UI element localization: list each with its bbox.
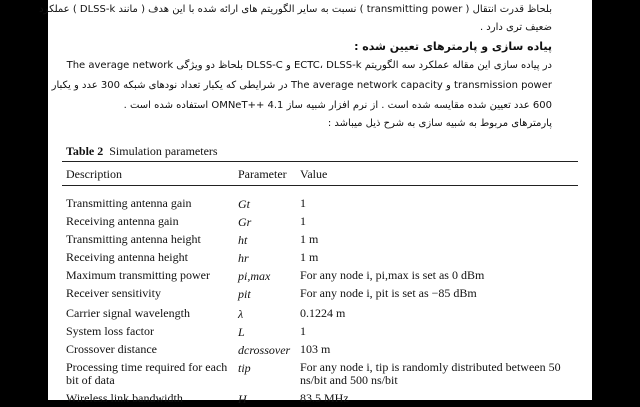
row-parameter: Gr [238, 215, 252, 229]
document-page [39, 0, 592, 406]
row-value: 1 [300, 214, 306, 228]
persian-line-2: ضعیف تری دارد . [479, 22, 552, 33]
row-value: 83.5 MHz [300, 391, 349, 405]
row-parameter: pi,max [238, 269, 271, 283]
row-description: Wireless link bandwidth [66, 391, 183, 405]
persian-line-6: پارمترهای مربوط به شبیه سازی به شرح ذیل میباشد : [327, 118, 552, 129]
table-caption-text: Simulation parameters [109, 144, 218, 158]
row-description: Receiver sensitivity [66, 286, 161, 300]
header-parameter: Parameter [238, 167, 287, 181]
row-parameter: dcrossover [238, 343, 291, 357]
row-parameter: pit [238, 287, 251, 301]
table-caption [66, 144, 218, 159]
row-parameter: H [238, 392, 247, 406]
row-parameter: hr [238, 251, 249, 265]
row-description: Carrier signal wavelength [66, 306, 190, 320]
row-description: Transmitting antenna height [66, 232, 201, 246]
table-header-rule [62, 185, 578, 186]
row-value: 1 [300, 324, 306, 338]
persian-line-3: در پیاده سازی این مقاله عملکرد سه الگوریتم ECTC، DLSS-k و DLSS-C بلحاظ دو ویژگی The average network [66, 60, 552, 71]
header-description: Description [66, 167, 122, 181]
row-value: 1 m [300, 232, 319, 246]
row-value: For any node i, tip is randomly distributed between 50 ns/bit and 500 ns/bit [300, 360, 561, 387]
section-heading: پیاده سازی و پارمترهای تعیین شده : [354, 40, 552, 53]
row-value: For any node i, pit is set as −85 dBm [300, 286, 477, 300]
persian-line-4: transmission power و The average network capacity در شرایطی که یکبار تعداد نودهای شبکه 300 عدد و یکبار [51, 80, 552, 91]
table-top-rule [62, 161, 578, 162]
row-value: 0.1224 m [300, 306, 346, 320]
row-description: Crossover distance [66, 342, 157, 356]
row-description: Maximum transmitting power [66, 268, 210, 282]
row-description: Receiving antenna gain [66, 214, 179, 228]
row-parameter: λ [238, 307, 244, 321]
persian-line-5: 600 عدد تعیین شده مقایسه شده است . از نرم افزار شبیه ساز OMNeT++ 4.1 استفاده شده است . [123, 100, 552, 111]
row-parameter: tip [238, 361, 251, 375]
row-value: 1 [300, 196, 306, 210]
row-description: Receiving antenna height [66, 250, 188, 264]
row-value: For any node i, pi,max is set as 0 dBm [300, 268, 485, 282]
row-description: System loss factor [66, 324, 154, 338]
row-parameter: L [238, 325, 245, 339]
header-value: Value [300, 167, 328, 181]
row-description: Transmitting antenna gain [66, 196, 192, 210]
row-value: 103 m [300, 342, 331, 356]
table-caption-label: Table 2 [66, 144, 104, 158]
row-parameter: Gt [238, 197, 250, 211]
persian-line-1: بلحاظ قدرت انتقال ( transmitting power ) نسبت به سایر الگوریتم های ارائه شده با این هدف ( مانند DLSS-k ) عملکرد [39, 4, 552, 15]
row-value: 1 m [300, 250, 319, 264]
row-parameter: ht [238, 233, 248, 247]
row-description: Processing time required for each bit of data [66, 360, 228, 387]
